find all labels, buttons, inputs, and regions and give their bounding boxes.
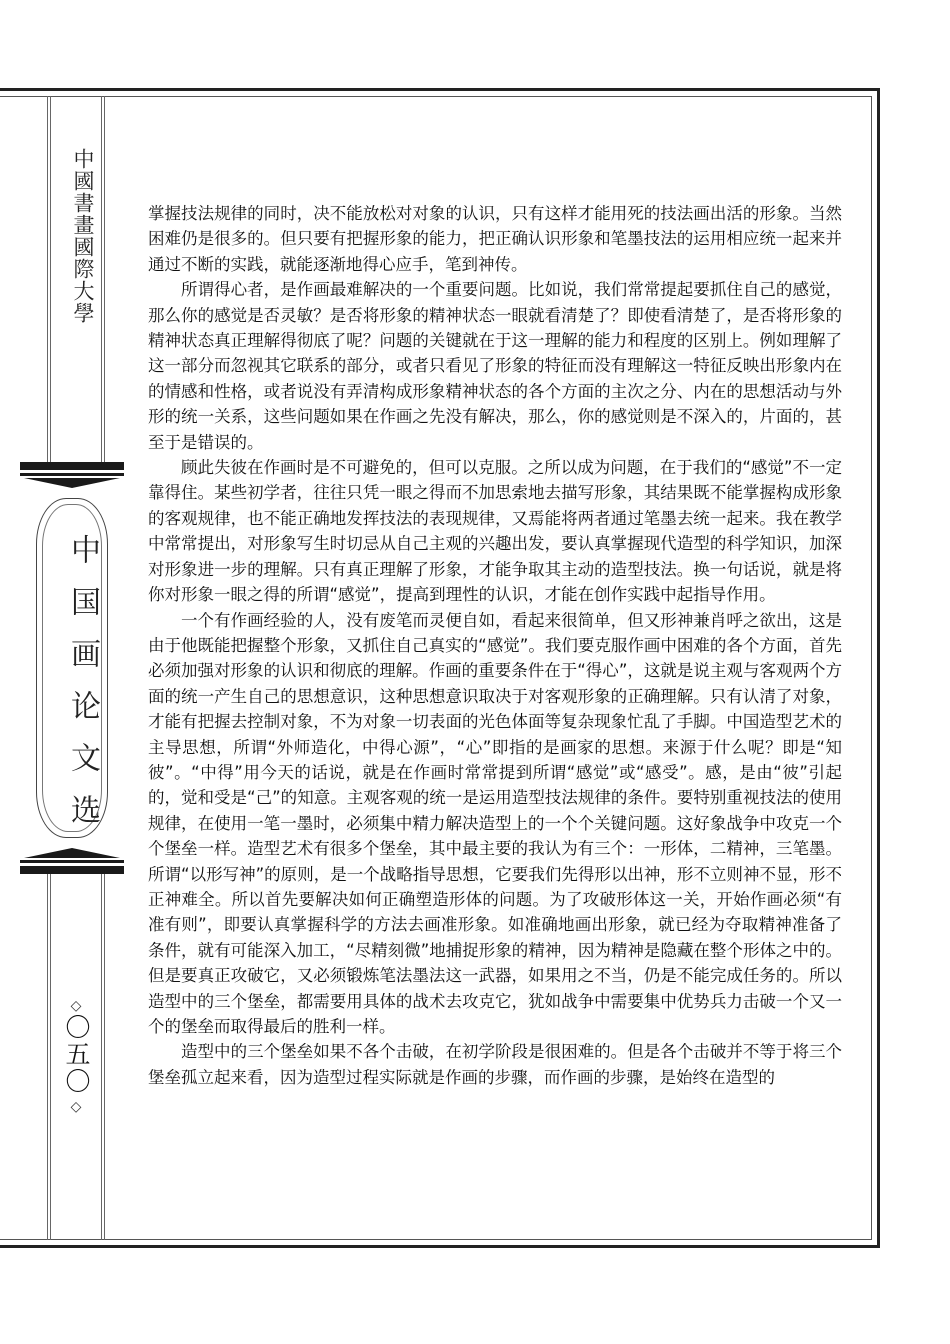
page-number-box (56, 998, 96, 1124)
book-title-plaque (20, 462, 124, 874)
book-title: 中国画论文选 (65, 534, 100, 846)
plaque-bottom-ornament (20, 848, 124, 874)
diamond-icon: ◇ (70, 1099, 82, 1115)
paragraph: 一个有作画经验的人，没有废笔而灵便自如，看起来很简单，但又形神兼肖呼之欲出，这是由于他既能把握整个形象，又抓住自己真实的“感觉”。我们要克服作画中困难的各个方面，首先必须加强对形象的认识和彻底的理解。作画的重要条件在于“得心”，这就是说主观与客观两个方面的统一产生自己的思想意识，这种思想意识取决于对客观形象的正确理解。只有认清了对象，才能有把握去控制对象，不为对象一切表面的光色体面等复杂现象忙乱了手脚。中国造型艺术的主导思想，所谓“外师造化，中得心源”，“心”即指的是画家的思想。来源于什么呢？即是“知彼”。“中得”用今天的话说，就是在作画时常常提到所谓“感觉”或“感受”。感，是由“彼”引起的，觉和受是“己”的知意。主观客观的统一是运用造型技法规律的条件。要特别重视技法的使用规律，在使用一笔一墨时，必须集中精力解决造型上的一个个关键问题。这好象战争中攻克一个个堡垒一样。造型艺术有很多个堡垒，其中最主要的我认为有三个：一形体，二精神，三笔墨。所谓“以形写神”的原则，是一个战略指导思想，它要我们先得形以出神，形不立则神不显，形不正神难全。所以首先要解决如何正确塑造形体的问题。为了攻破形体这一关，开始作画必须“有准有则”，即要认真掌握科学的方法去画准形象。如准确地画出形象，就已经为夺取精神准备了条件，就有可能深入加工，“尽精刻微”地捕捉形象的精神，因为精神是隐藏在整个形体之中的。但是要真正攻破它，又必须锻炼笔法墨法这一武器，如果用之不当，仍是不能完成任务的。所以造型中的三个堡垒，都需要用具体的战术去攻克它，犹如战争中需要集中优势兵力击破一个又一个的堡垒而取得最后的胜利一样。 (148, 610, 842, 1036)
page-number: 〇五〇 (62, 1014, 91, 1095)
plaque-top-ornament (20, 462, 124, 488)
school-name: 中國書畫國際大學 (58, 148, 96, 324)
paragraph: 顾此失彼在作画时是不可避免的，但可以克服。之所以成为问题，在于我们的“感觉”不一定靠得住。某些初学者，往往只凭一眼之得而不加思索地去描写形象，其结果既不能掌握构成形象的客观规律，也不能正确地发挥技法的表现规律，又焉能将两者通过笔墨去统一起来。我在教学中常常提出，对形象写生时切忌从自己主观的兴趣出发，要认真掌握现代造型的科学知识，加深对形象进一步的理解。只有真正理解了形象，才能争取其主动的造型技法。换一句话说，就是将你对形象一眼之得的所谓“感觉”，提高到理性的认识，才能在创作实践中起指导作用。 (148, 458, 842, 605)
main-text (148, 201, 842, 1090)
diamond-icon: ◇ (70, 998, 82, 1014)
paragraph: 掌握技法规律的同时，决不能放松对对象的认识，只有这样才能用死的技法画出活的形象。当然困难仍是很多的。但只要有把握形象的能力，把正确认识形象和笔墨技法的运用相应统一起来并通过不断的实践，就能逐渐地得心应手，笔到神传。 (148, 204, 842, 274)
paragraph: 造型中的三个堡垒如果不各个击破，在初学阶段是很困难的。但是各个击破并不等于将三个堡垒孤立起来看，因为造型过程实际就是作画的步骤，而作画的步骤，是始终在造型的 (148, 1042, 842, 1087)
paragraph: 所谓得心者，是作画最难解决的一个重要问题。比如说，我们常常提起要抓住自己的感觉，那么你的感觉是否灵敏？是否将形象的精神状态一眼就看清楚了？即使看清楚了，是否将形象的精神状态真正理解得彻底了呢？问题的关键就在于这一理解的能力和程度的区别上。例如理解了这一部分而忽视其它联系的部分，或者只看见了形象的特征而没有理解这一特征反映出形象内在的情感和性格，或者说没有弄清构成形象精神状态的各个方面的主次之分、内在的思想活动与外形的统一关系，这些问题如果在作画之先没有解决，那么，你的感觉则是不深入的，片面的，甚至于是错误的。 (148, 280, 842, 452)
